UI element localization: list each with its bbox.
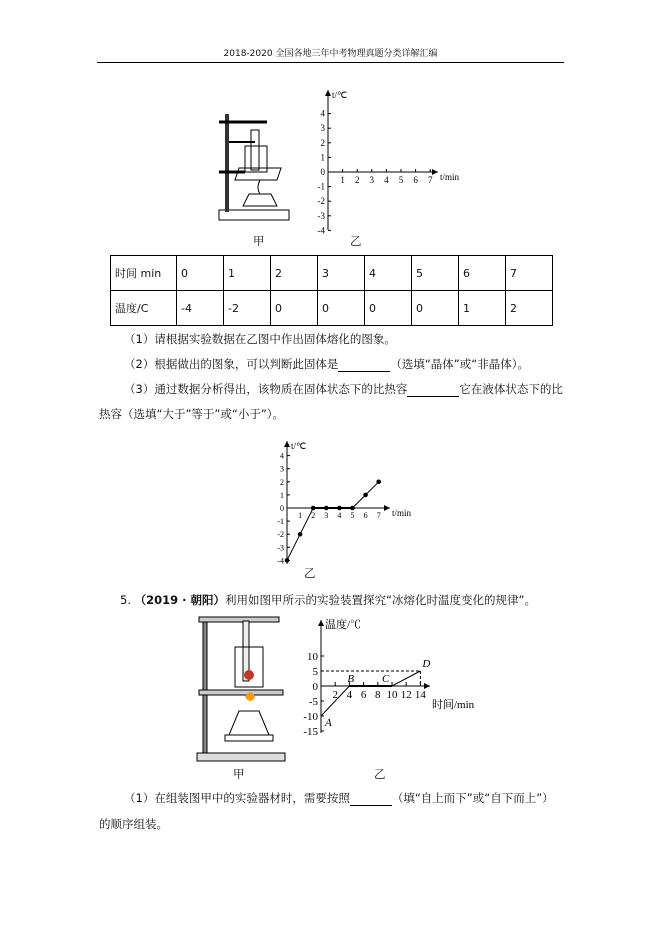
table-cell: 0 [412, 291, 459, 326]
ice-melting-apparatus-figure [193, 615, 288, 765]
y-tick-label: 4 [280, 451, 284, 461]
table-row-temperature [111, 291, 553, 326]
table-cell: 3 [318, 256, 365, 291]
point-label: B [347, 673, 355, 685]
question-4-2 [124, 356, 529, 372]
y-tick-label: 10 [307, 651, 318, 663]
data-point [324, 506, 329, 511]
question-4-1: （1）请根据实验数据在乙图中作出固体熔化的图象。 [124, 332, 396, 346]
answer-blank[interactable] [407, 384, 459, 397]
q4-3-text2: 它在液体状态下的比 [459, 382, 563, 396]
y-tick-label: 1 [320, 152, 325, 163]
data-point [337, 506, 342, 511]
table-cell: -2 [224, 291, 271, 326]
question-5-1 [124, 790, 554, 806]
empty-temperature-graph [310, 85, 470, 235]
filled-melting-graph [270, 440, 420, 570]
table-cell: 0 [318, 291, 365, 326]
table-cell: 0 [177, 256, 224, 291]
y-tick-label: 0 [312, 681, 318, 693]
y-tick-label: 3 [320, 123, 325, 134]
origin-label: 0 [320, 167, 325, 177]
question-5-1-cont: 的顺序组装。 [99, 817, 168, 831]
y-tick-label: 2 [320, 137, 325, 148]
q5-source: （2019 · 朝阳） [134, 593, 226, 607]
q4-2-options: （选填“晶体”或“非晶体）。 [390, 357, 529, 371]
y-tick-label: -4 [277, 556, 284, 566]
answer-blank[interactable] [338, 359, 390, 372]
y-tick-label: 1 [280, 490, 284, 500]
answer-blank[interactable] [350, 793, 392, 806]
table-cell: 2 [271, 256, 318, 291]
data-point [298, 532, 303, 537]
figure-label-jia-2: 甲 [233, 767, 245, 781]
x-tick-label: 7 [376, 511, 381, 520]
y-axis-label: 温度/℃ [325, 619, 362, 631]
x-tick-label: 2 [311, 511, 316, 520]
y-tick-label: -1 [277, 517, 284, 527]
x-tick-label: 4 [346, 689, 353, 701]
question-4-3 [124, 381, 563, 397]
header-rule [97, 62, 564, 63]
y-tick-label: 2 [280, 477, 284, 487]
table-cell: 7 [506, 256, 553, 291]
table-cell: 2 [506, 291, 553, 326]
y-tick-label: 4 [320, 108, 325, 119]
question-4-3-cont: 热容（选填“大于”等于”或“小于”）。 [99, 407, 285, 421]
origin-label: 0 [280, 504, 284, 513]
figure-label-yi: 乙 [350, 234, 362, 248]
table-cell: 1 [224, 256, 271, 291]
table-cell: -4 [177, 291, 224, 326]
data-point [350, 506, 355, 511]
x-tick-label: 10 [386, 689, 398, 701]
y-axis-arrow [284, 441, 290, 447]
point-label: D [422, 658, 431, 670]
table-row-time [111, 256, 553, 291]
table-cell: 1 [459, 291, 506, 326]
y-tick-label: 5 [312, 666, 318, 678]
q4-3-text: （3）通过数据分析得出，该物质在固体状态下的比热容 [124, 382, 408, 396]
table-cell: 时间 min [111, 256, 177, 291]
y-tick-label: -2 [277, 530, 284, 540]
x-tick-label: 1 [298, 511, 303, 520]
x-tick-label: 5 [398, 175, 404, 185]
x-axis-label: t/min [440, 172, 460, 182]
y-tick-label: -3 [317, 210, 325, 221]
y-axis-label: t/℃ [332, 90, 348, 100]
table-cell: 0 [365, 291, 412, 326]
data-point [376, 480, 381, 485]
x-tick-label: 12 [400, 689, 412, 701]
x-tick-label: 5 [350, 511, 355, 520]
table-cell: 5 [412, 256, 459, 291]
data-point [363, 493, 368, 498]
ice-temperature-graph [295, 618, 500, 743]
x-axis-arrow [432, 169, 438, 175]
table-cell: 4 [365, 256, 412, 291]
page-header: 2018-2020 全国各地三年中考物理真题分类详解汇编 [223, 49, 438, 59]
x-tick-label: 4 [337, 511, 342, 520]
x-tick-label: 8 [375, 689, 381, 701]
q4-2-text: （2）根据做出的图象，可以判断此固体是 [124, 357, 339, 371]
x-tick-label: 6 [413, 175, 418, 185]
data-table [110, 255, 553, 326]
x-tick-label: 3 [324, 511, 329, 520]
x-tick-label: 2 [354, 175, 360, 185]
q5-number: 5. [120, 593, 131, 607]
x-tick-label: 2 [332, 689, 338, 701]
point-label: C [382, 673, 390, 685]
x-axis-label: t/min [392, 508, 412, 518]
y-tick-label: -15 [303, 726, 318, 738]
data-point [285, 558, 290, 563]
y-tick-label: -10 [303, 711, 318, 723]
table-cell: 温度/C [111, 291, 177, 326]
table-cell: 0 [271, 291, 318, 326]
x-axis-label: 时间/min [432, 699, 475, 711]
data-point [311, 506, 316, 511]
x-tick-label: 6 [360, 689, 367, 701]
y-axis-arrow [325, 90, 331, 96]
q5-1-text: （1）在组装图甲中的实验器材时，需要按照 [124, 791, 350, 805]
x-tick-label: 3 [369, 175, 375, 185]
x-tick-label: 4 [384, 175, 389, 185]
figure-label-yi-3: 乙 [374, 767, 386, 781]
q5-text: 利用如图甲所示的实验装置探究“冰熔化时温度变化的规律”。 [225, 593, 536, 607]
figure-label-jia: 甲 [253, 234, 265, 248]
y-tick-label: -5 [308, 696, 318, 708]
y-tick-label: -4 [317, 225, 325, 235]
y-tick-label: 3 [280, 464, 284, 474]
point-label: A [325, 717, 332, 729]
y-tick-label: -2 [317, 196, 325, 207]
x-tick-label: 14 [414, 689, 426, 701]
y-tick-label: -3 [277, 543, 284, 553]
y-tick-label: -1 [317, 181, 325, 192]
figure-label-yi-2: 乙 [304, 566, 316, 580]
melting-apparatus-figure [215, 108, 295, 226]
x-tick-label: 7 [427, 175, 433, 185]
x-axis-arrow [384, 505, 390, 511]
x-tick-label: 1 [340, 175, 345, 185]
y-axis-label: t/℃ [291, 441, 307, 451]
question-5-title [120, 592, 536, 608]
y-axis-arrow [318, 620, 324, 626]
q5-1-options: （填“自上而下”或“自下而上”） [391, 791, 554, 805]
table-cell: 6 [459, 256, 506, 291]
x-tick-label: 6 [363, 511, 368, 520]
